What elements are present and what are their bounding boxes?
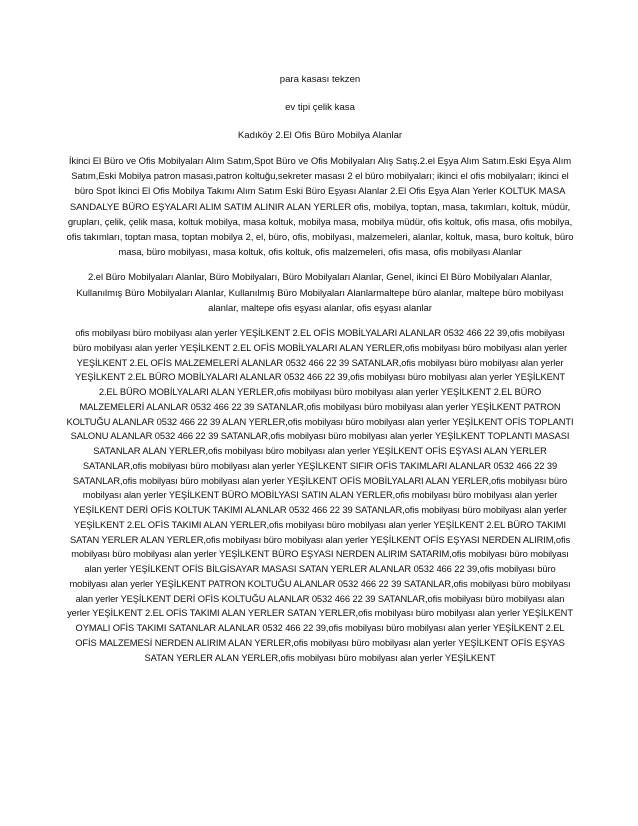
document-title-line-1: para kasası tekzen bbox=[279, 74, 361, 85]
body-paragraph-3: ofis mobilyası büro mobilyası alan yerler YEŞİLKENT 2.EL OFİS MOBİLYALARI ALANLAR 0532 466 22 39,ofis mobilyası büro mobilyası alan yerler YEŞİLKENT 2.EL OFİS MOBİLYALARI ALAN YERLER,ofis mobilyası büro mobilyası alan yerler YEŞİLKENT 2.EL OFİS MALZEMELERİ ALANLAR 0532 466 22 39 SATANLAR,ofis mobilyası büro mobilyası alan yerler YEŞİLKENT 2.EL BÜRO MOBİLYALARI ALANLAR 0532 466 22 39,ofis mobilyası büro mobilyası alan yerler YEŞİLKENT 2.EL BÜRO MOBİLYALARI ALAN YERLER,ofis mobilyası büro mobilyası alan yerler YEŞİLKENT 2.EL BÜRO MALZEMELERİ ALANLAR 0532 466 22 39 SATANLAR,ofis mobilyası büro mobilyası alan yerler YEŞİLKENT PATRON KOLTUĞU ALANLAR 0532 466 22 39 ALAN YERLER,ofis mobilyası büro mobilyası alan yerler YEŞİLKENT OFİS TOPLANTI SALONU ALANLAR 0532 466 22 39 SATANLAR,ofis mobilyası büro mobilyası alan yerler YEŞİLKENT TOPLANTI MASASI SATANLAR ALAN YERLER,ofis mobilyası büro mobilyası alan yerler YEŞİLKENT OFİS EŞYASI ALAN YERLER SATANLAR,ofis mobilyası büro mobilyası alan yerler YEŞİLKENT SIFIR OFİS TAKIMLARI ALANLAR 0532 466 22 39 SATANLAR,ofis mobilyası büro mobilyası alan yerler YEŞİLKENT OFİS MOBİLYALARI ALAN YERLER,ofis mobilyası büro mobilyası alan yerler YEŞİLKENT BÜRO MOBİLYASI SATIN ALAN YERLER,ofis mobilyası büro mobilyası alan yerler YEŞİLKENT DERİ OFİS KOLTUK TAKIMI ALANLAR 0532 466 22 39 SATANLAR,ofis mobilyası büro mobilyası alan yerler YEŞİLKENT 2.EL OFİS TAKIMI ALAN YERLER,ofis mobilyası büro mobilyası alan yerler YEŞİLKENT 2.EL BÜRO TAKIMI SATAN YERLER ALAN YERLER,ofis mobilyası büro mobilyası alan yerler YEŞİLKENT OFİS EŞYASI NERDEN ALIRIM,ofis mobilyası büro mobilyası alan yerler YEŞİLKENT BÜRO EŞYASI NERDEN ALIRIM SATARIM,ofis mobilyası büro mobilyası alan yerler YEŞİLKENT OFİS BİLGİSAYAR MASASI SATAN YERLER ALANLAR 0532 466 22 39,ofis mobilyası büro mobilyası alan yerler YEŞİLKENT PATRON KOLTUĞU ALANLAR 0532 466 22 39 SATANLAR,ofis mobilyası büro mobilyası alan yerler YEŞİLKENT DERİ OFİS KOLTUĞU ALANLAR 0532 466 22 39 SATANLAR,ofis mobilyası büro mobilyası alan yerler YEŞİLKENT 2.EL OFİS TAKIMI ALAN YERLER SATAN YERLER,ofis mobilyası büro mobilyası alan yerler YEŞİLKENT OYMALI OFİS TAKIMI SATANLAR ALANLAR 0532 466 22 39,ofis mobilyası büro mobilyası alan yerler YEŞİLKENT 2.EL OFİS MALZEMESİ NERDEN ALIRIM ALAN YERLER,ofis mobilyası büro mobilyası alan yerler YEŞİLKENT OFİS EŞYAS SATAN YERLER ALAN YERLER,ofis mobilyası büro mobilyası alan yerler YEŞİLKENT bbox=[66, 328, 574, 663]
document-heading: Kadıköy 2.El Ofis Büro Mobilya Alanlar bbox=[237, 130, 403, 141]
body-paragraph-2: 2.el Büro Mobilyaları Alanlar, Büro Mobilyaları, Büro Mobilyaları Alanlar, Genel, ikinci El Büro Mobilyaları Alanlar, Kullanılmış Büro Mobilyaları Alanlar, Kullanılmış Büro Mobilyaları Alanlarmaltepe büro alanlar, maltepe büro mobilyası alanlar, maltepe ofis eşyası alanlar, ofis eşyası alanlar bbox=[76, 272, 564, 314]
body-paragraph-1: İkinci El Büro ve Ofis Mobilyaları Alım Satım,Spot Büro ve Ofis Mobilyaları Alış Satış.2.el Eşya Alım Satım.Eski Eşya Alım Satım,Eski Mobilya patron masası,patron koltuğu,sekreter masası 2 el büro mobilyaları; ikinci el ofis mobilyaları; ikinci el büro Spot İkinci El Ofis Mobilya Takımı Alım Satım Eski Büro Eşyası Alanlar 2.El Ofis Eşya Alan Yerler KOLTUK MASA SANDALYE BÜRO EŞYALARI ALIM SATIM ALINIR ALAN YERLER ofis, mobilya, toptan, masa, takımları, koltuk, müdür, grupları, çelik, çelik masa, koltuk mobilya, masa koltuk, mobilya masa, mobilya müdür, ofis koltuk, ofis masa, ofis mobilya, ofis takımları, toptan masa, toptan mobilya 2, el, büro, ofis, mobilyası, malzemeleri, alanlar, koltuk, masa, buro koltuk, büro masa, büro mobilyası, masa koltuk, ofis koltuk, ofis malzemeleri, ofis masa, ofis mobilyası Alanlar bbox=[66, 156, 574, 259]
document-title-line-2: ev tipi çelik kasa bbox=[285, 102, 355, 113]
document-page bbox=[66, 72, 574, 665]
